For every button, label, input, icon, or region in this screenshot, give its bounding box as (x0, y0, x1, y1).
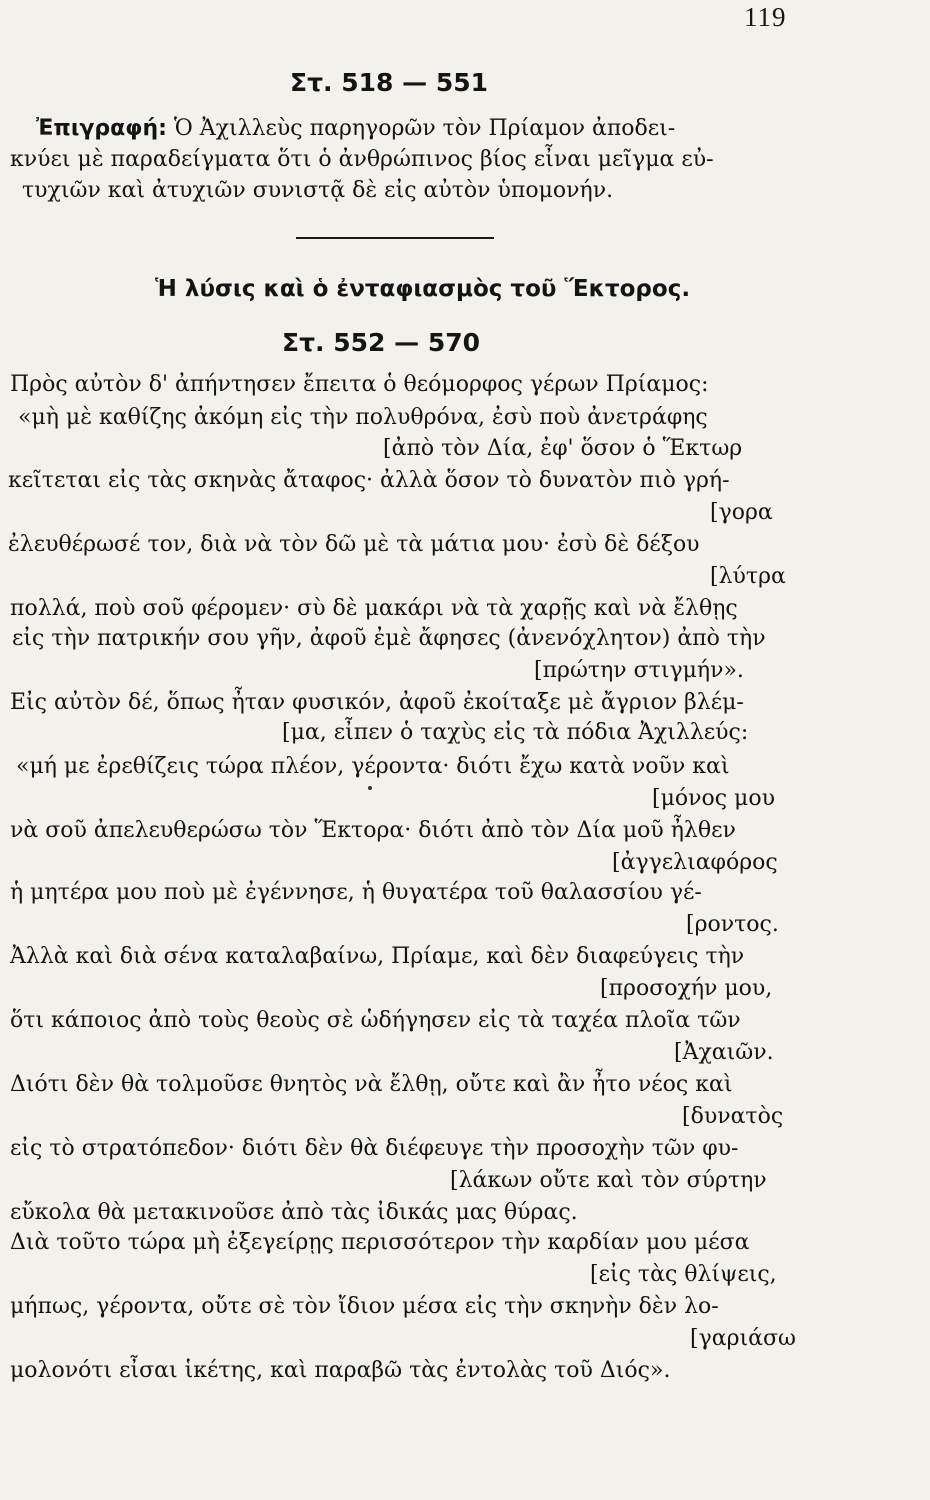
text-line-continuation: [Ἀχαιῶν. (674, 1040, 774, 1065)
text-line: Ἀλλὰ καὶ διὰ σένα καταλαβαίνω, Πρίαμε, καὶ δὲν διαφεύγεις τὴν (10, 944, 745, 969)
text-line: «μὴ μὲ καθίζης ἀκόμη εἰς τὴν πολυθρόνα, ἐσὺ ποὺ ἀνετράφης (18, 405, 708, 430)
section-heading-518-551: Στ. 518 — 551 (290, 68, 489, 97)
epigraph-text: Ὁ Ἀχιλλεὺς παρηγορῶν τὸν Πρίαμον ἀποδει- (173, 116, 676, 141)
epigraph-line (36, 118, 675, 140)
text-line-continuation: [λάκων οὔτε καὶ τὸν σύρτην (450, 1168, 767, 1193)
section-divider (296, 237, 494, 239)
text-line: μολονότι εἶσαι ἱκέτης, καὶ παραβῶ τὰς ἐντολὰς τοῦ Διός». (10, 1358, 671, 1383)
text-line: μήπως, γέροντα, οὔτε σὲ τὸν ἴδιον μέσα εἰς τὴν σκηνὴν δὲν λο- (10, 1294, 719, 1319)
text-line-continuation: [εἰς τὰς θλίψεις, (590, 1262, 777, 1287)
text-line-continuation: [λύτρα (710, 564, 786, 589)
text-line: ὅτι κάποιος ἀπὸ τοὺς θεοὺς σὲ ὡδήγησεν εἰς τὰ ταχέα πλοῖα τῶν (10, 1008, 741, 1033)
section-heading-552-570: Στ. 552 — 570 (282, 328, 481, 357)
text-line-continuation: [ροντος. (686, 912, 779, 937)
epigraph-line: τυχιῶν καὶ ἀτυχιῶν συνιστᾷ δὲ εἰς αὐτὸν ὑπομονήν. (22, 178, 614, 203)
text-line-continuation: [γορα (710, 500, 773, 525)
text-line-continuation: [ἀγγελιαφόρος (612, 850, 778, 875)
text-line: εὔκολα θὰ μετακινοῦσε ἀπὸ τὰς ἰδικάς μας θύρας. (10, 1200, 578, 1225)
text-line-continuation: [δυνατὸς (682, 1104, 784, 1129)
text-line-continuation: [προσοχήν μου, (600, 976, 773, 1001)
text-line-continuation: [μα, εἶπεν ὁ ταχὺς εἰς τὰ πόδια Ἀχιλλεύς: (282, 720, 749, 745)
text-line: «μή με ἐρεθίζεις τώρα πλέον, γέροντα· διότι ἔχω κατὰ νοῦν καὶ (16, 754, 730, 779)
text-line: ἐλευθέρωσέ τον, διὰ νὰ τὸν δῶ μὲ τὰ μάτια μου· ἐσὺ δὲ δέξου (8, 532, 700, 557)
text-line-continuation: [μόνος μου (652, 786, 775, 811)
text-line: Εἰς αὐτὸν δέ, ὅπως ἦταν φυσικόν, ἀφοῦ ἐκοίταξε μὲ ἄγριον βλέμ- (10, 690, 744, 715)
epigraph-label: Ἐπιγραφή: (36, 116, 167, 141)
text-line: νὰ σοῦ ἀπελευθερώσω τὸν Ἕκτορα· διότι ἀπὸ τὸν Δία μοῦ ἦλθεν (10, 818, 736, 843)
text-line: Πρὸς αὐτὸν δ' ἀπήντησεν ἔπειτα ὁ θεόμορφος γέρων Πρίαμος: (10, 372, 709, 397)
text-line: Διότι δὲν θὰ τολμοῦσε θνητὸς νὰ ἔλθῃ, οὔτε καὶ ἂν ἦτο νέος καὶ (10, 1072, 733, 1097)
text-line: ἡ μητέρα μου ποὺ μὲ ἐγέννησε, ἡ θυγατέρα τοῦ θαλασσίου γέ- (10, 880, 702, 905)
text-line: Διὰ τοῦτο τώρα μὴ ἐξεγείρῃς περισσότερον τὴν καρδίαν μου μέσα (10, 1230, 750, 1255)
page-number: 119 (744, 2, 787, 32)
epigraph-line: κνύει μὲ παραδείγματα ὅτι ὁ ἀνθρώπινος βίος εἶναι μεῖγμα εὐ- (10, 147, 714, 172)
text-line-continuation: [ἀπὸ τὸν Δία, ἐφ' ὅσον ὁ Ἕκτωρ (383, 436, 743, 461)
text-line: πολλά, ποὺ σοῦ φέρομεν· σὺ δὲ μακάρι νὰ τὰ χαρῇς καὶ νὰ ἔλθῃς (10, 596, 738, 621)
section-title: Ἡ λύσις καὶ ὁ ἐνταφιασμὸς τοῦ Ἕκτορος. (155, 276, 691, 302)
text-line-continuation: [πρώτην στιγμήν». (534, 658, 744, 683)
text-line-continuation: [γαριάσω (690, 1326, 796, 1351)
text-line: κεῖτεται εἰς τὰς σκηνὰς ἄταφος· ἀλλὰ ὅσον τὸ δυνατὸν πιὸ γρή- (8, 468, 730, 493)
text-line: εἰς τὸ στρατόπεδον· διότι δὲν θὰ διέφευγε τὴν προσοχὴν τῶν φυ- (10, 1136, 739, 1161)
text-line: εἰς τὴν πατρικήν σου γῆν, ἀφοῦ ἐμὲ ἄφησες (ἀνενόχλητον) ἀπὸ τὴν (12, 626, 766, 651)
stray-mark (368, 786, 372, 790)
